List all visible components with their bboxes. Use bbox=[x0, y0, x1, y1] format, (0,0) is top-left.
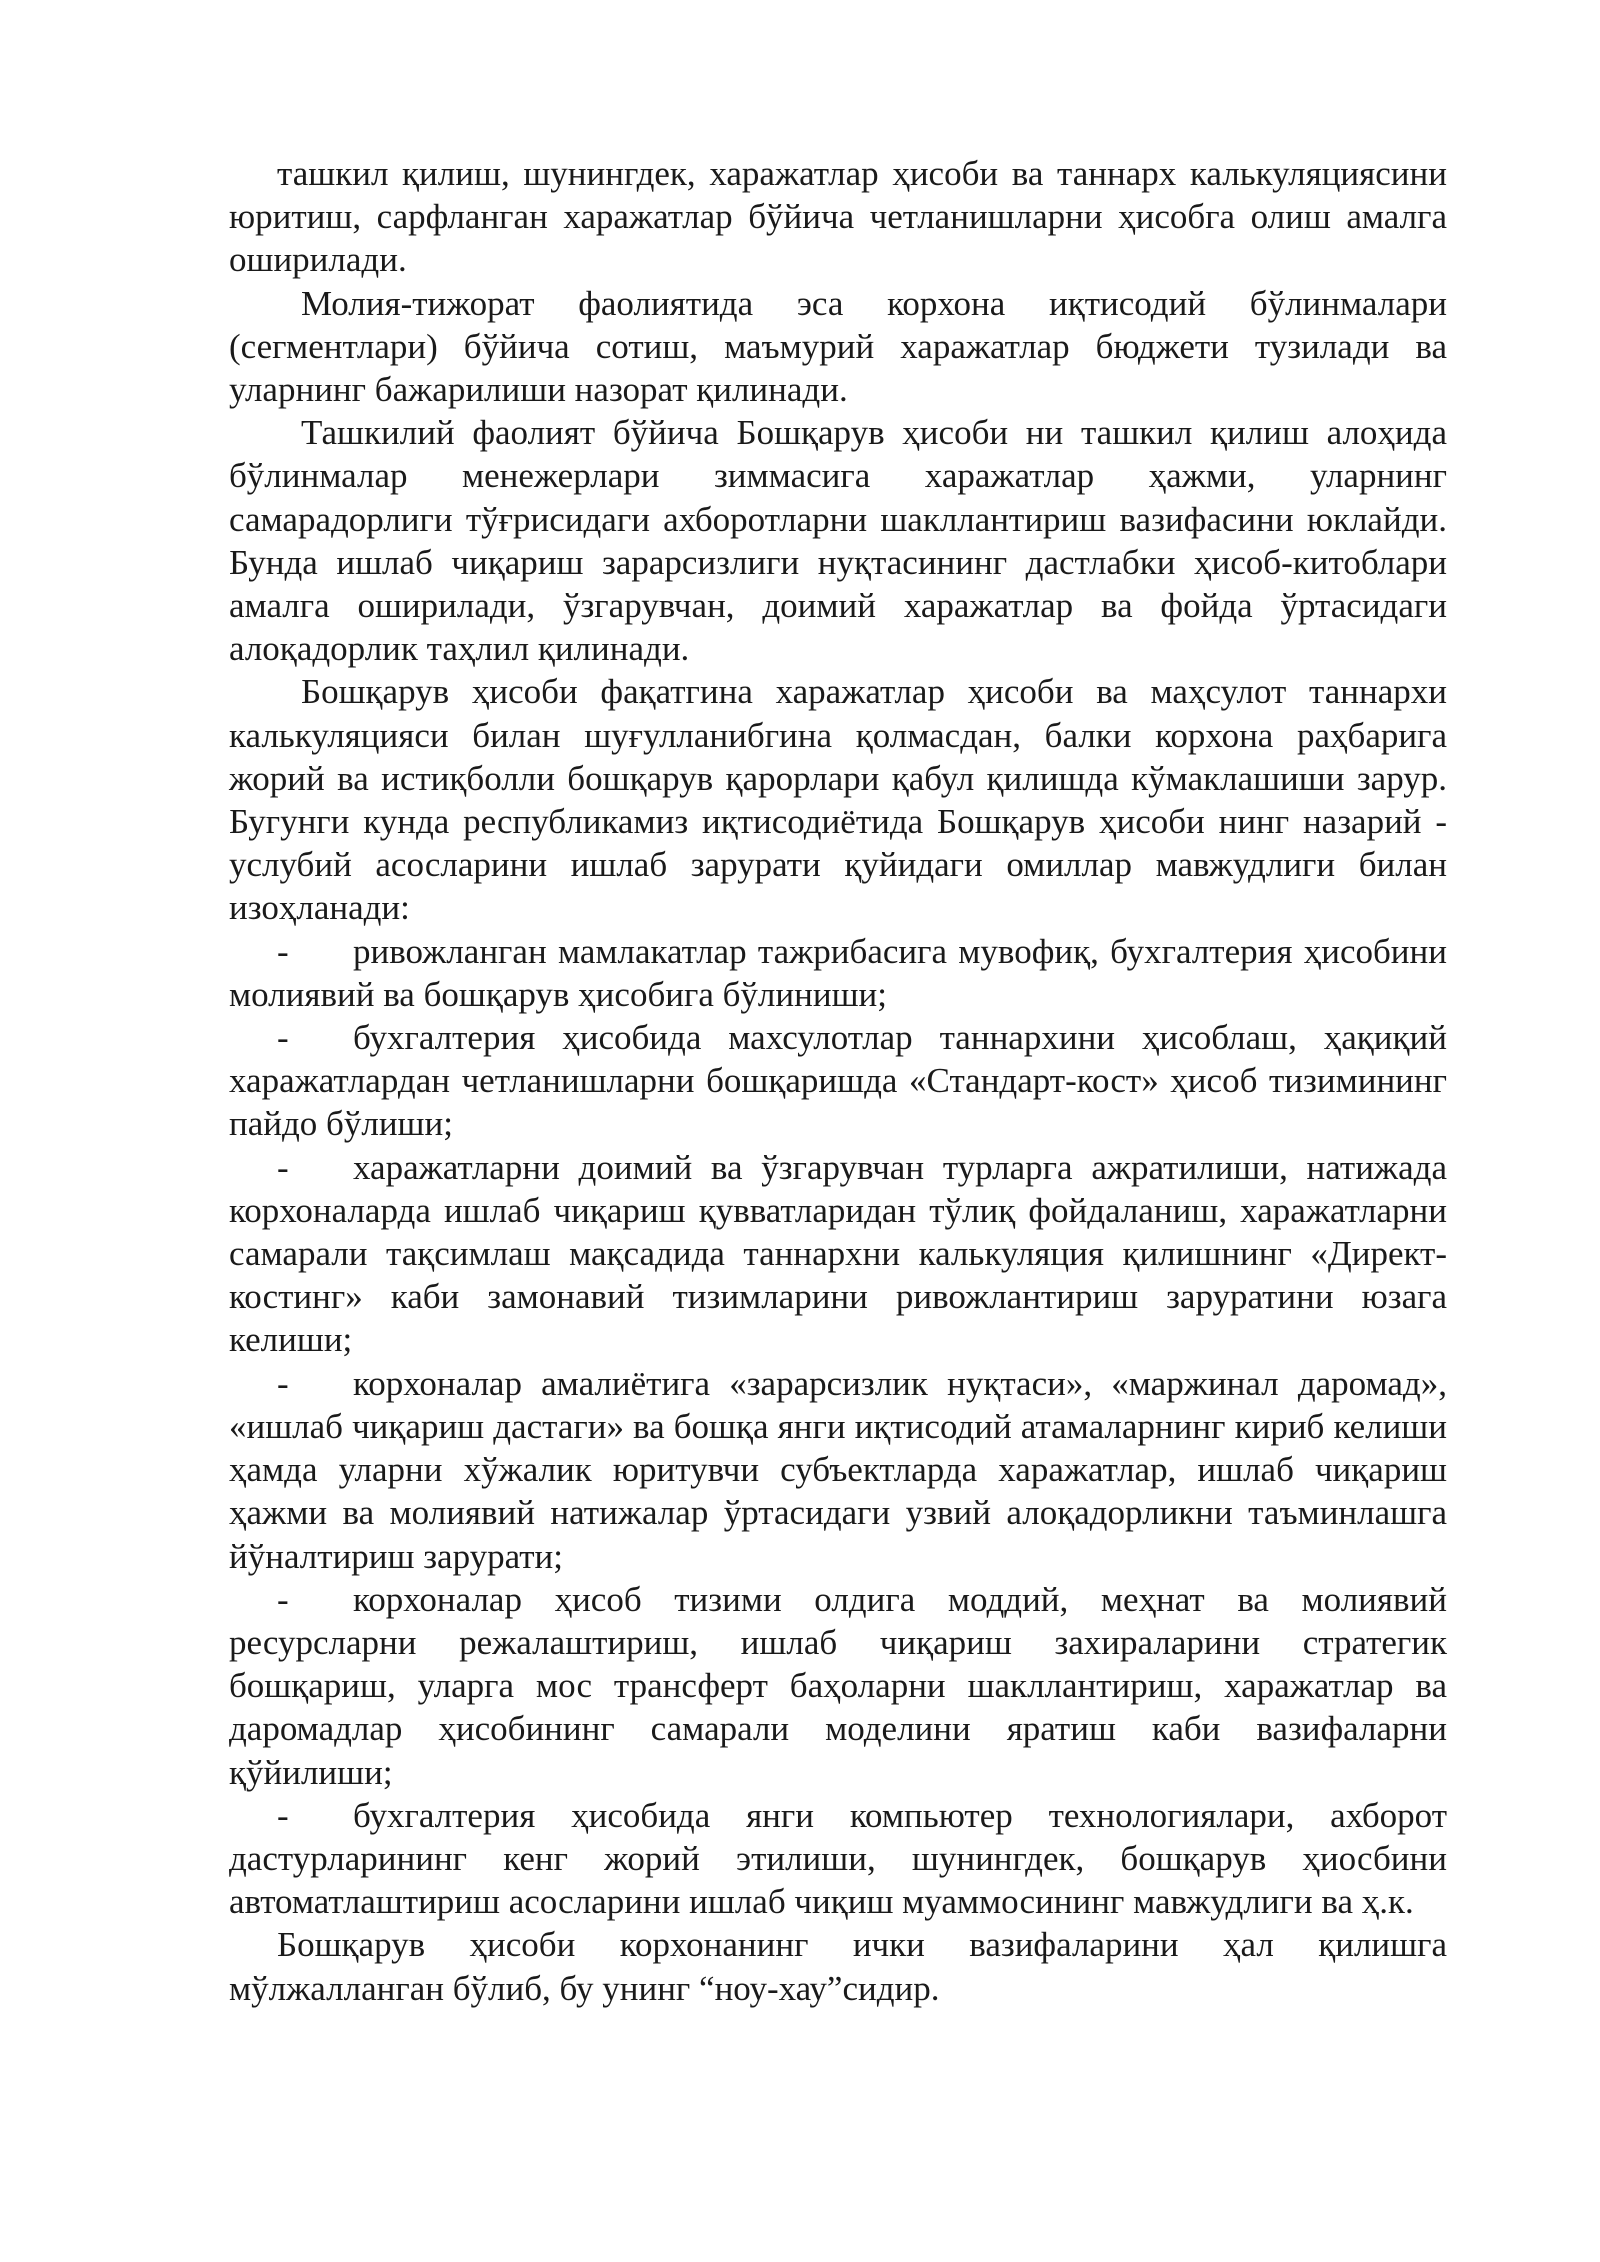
bullet-text: харажатларни доимий ва ўзгарувчан турларга ажратилиши, натижада корхоналарда ишлаб чиқариш қувватларидан тўлиқ фойдаланиш, харажатларни самарали тақсимлаш мақсадида таннархни калькуляция қилишнинг «Директ-костинг» каби замонавий тизимларини ривожлантириш заруратини юзага келиши; bbox=[229, 1147, 1447, 1360]
bullet-item-3 bbox=[229, 1146, 1447, 1362]
bullet-dash: - bbox=[277, 1018, 289, 1058]
bullet-item-6 bbox=[229, 1794, 1447, 1924]
bullet-dash: - bbox=[277, 1363, 289, 1403]
bullet-dash: - bbox=[277, 1579, 289, 1619]
bullet-text: корхоналар ҳисоб тизими олдига моддий, меҳнат ва молиявий ресурсларни режалаштириш, ишлаб чиқариш захираларини стратегик бошқариш, уларга мос трансферт баҳоларни шакллантириш, харажатлар ва даромадлар ҳисобининг самарали моделини яратиш каби вазифаларни қўйилиши; bbox=[229, 1579, 1447, 1792]
closing-paragraph: Бошқарув ҳисоби корхонанинг ички вазифаларини ҳал қилишга мўлжалланган бўлиб, бу унинг “ноу-хау”сидир. bbox=[229, 1925, 1447, 2008]
bullet-item-5 bbox=[229, 1578, 1447, 1794]
bullet-text: корхоналар амалиётига «зарарсизлик нуқтаси», «маржинал даромад», «ишлаб чиқариш дастаги» ва бошқа янги иқтисодий атамаларнинг кириб келиши ҳамда уларни хўжалик юритувчи субъектларда харажатлар, ишлаб чиқариш ҳажми ва молиявий натижалар ўртасидаги узвий алоқадорликни таъминлашга йўналтириш зарурати; bbox=[229, 1363, 1447, 1576]
document-page bbox=[229, 152, 1447, 2010]
bullet-dash: - bbox=[277, 1147, 289, 1187]
paragraph-2: Молия-тижорат фаолиятида эса корхона иқтисодий бўлинмалари (сегментлари) бўйича сотиш, маъмурий харажатлар бюджети тузилади ва уларнинг бажарилиши назорат қилинади. bbox=[229, 283, 1447, 410]
paragraph-1: ташкил қилиш, шунингдек, харажатлар ҳисоби ва таннарх калькуляциясини юритиш, сарфланган харажатлар бўйича четланишларни ҳисобга олиш амалга оширилади. bbox=[229, 154, 1447, 280]
paragraph-4: Бошқарув ҳисоби фақатгина харажатлар ҳисоби ва маҳсулот таннархи калькуляцияси билан шуғулланибгина қолмасдан, балки корхона раҳбарига жорий ва истиқболли бошқарув қарорлари қабул қилишда кўмаклашиши зарур. Бугунги кунда республикамиз иқтисодиётида Бошқарув ҳисоби нинг назарий - услубий асосларини ишлаб зарурати қуйидаги омиллар мавжудлиги билан изоҳланади: bbox=[229, 672, 1447, 928]
bullet-dash: - bbox=[277, 931, 289, 971]
bullet-dash: - bbox=[277, 1795, 289, 1835]
bullet-text: бухгалтерия ҳисобида янги компьютер технологиялари, ахборот дастурларининг кенг жорий этилиши, шунингдек, бошқарув ҳиосбини автоматлаштириш асосларини ишлаб чиқиш муаммосининг мавжудлиги ва ҳ.к. bbox=[229, 1795, 1447, 1922]
bullet-text: бухгалтерия ҳисобида махсулотлар таннархини ҳисоблаш, ҳақиқий харажатлардан четланишларни бошқаришда «Стандарт-кост» ҳисоб тизимининг пайдо бўлиши; bbox=[229, 1018, 1447, 1144]
bullet-item-2 bbox=[229, 1016, 1447, 1146]
bullet-text: ривожланган мамлакатлар тажрибасига мувофиқ, бухгалтерия ҳисобини молиявий ва бошқарув ҳисобига бўлиниши; bbox=[229, 931, 1447, 1014]
bullet-list bbox=[229, 930, 1447, 1924]
bullet-item-4 bbox=[229, 1362, 1447, 1578]
paragraph-3: Ташкилий фаолият бўйича Бошқарув ҳисоби ни ташкил қилиш алоҳида бўлинмалар менежерлари зиммасига харажатлар ҳажми, уларнинг самарадорлиги тўғрисидаги ахборотларни шакллантириш вазифасини юклайди. Бунда ишлаб чиқариш зарарсизлиги нуқтасининг дастлабки ҳисоб-китоблари амалга оширилади, ўзгарувчан, доимий харажатлар ва фойда ўртасидаги алоқадорлик таҳлил қилинади. bbox=[229, 413, 1447, 669]
bullet-item-1 bbox=[229, 930, 1447, 1016]
